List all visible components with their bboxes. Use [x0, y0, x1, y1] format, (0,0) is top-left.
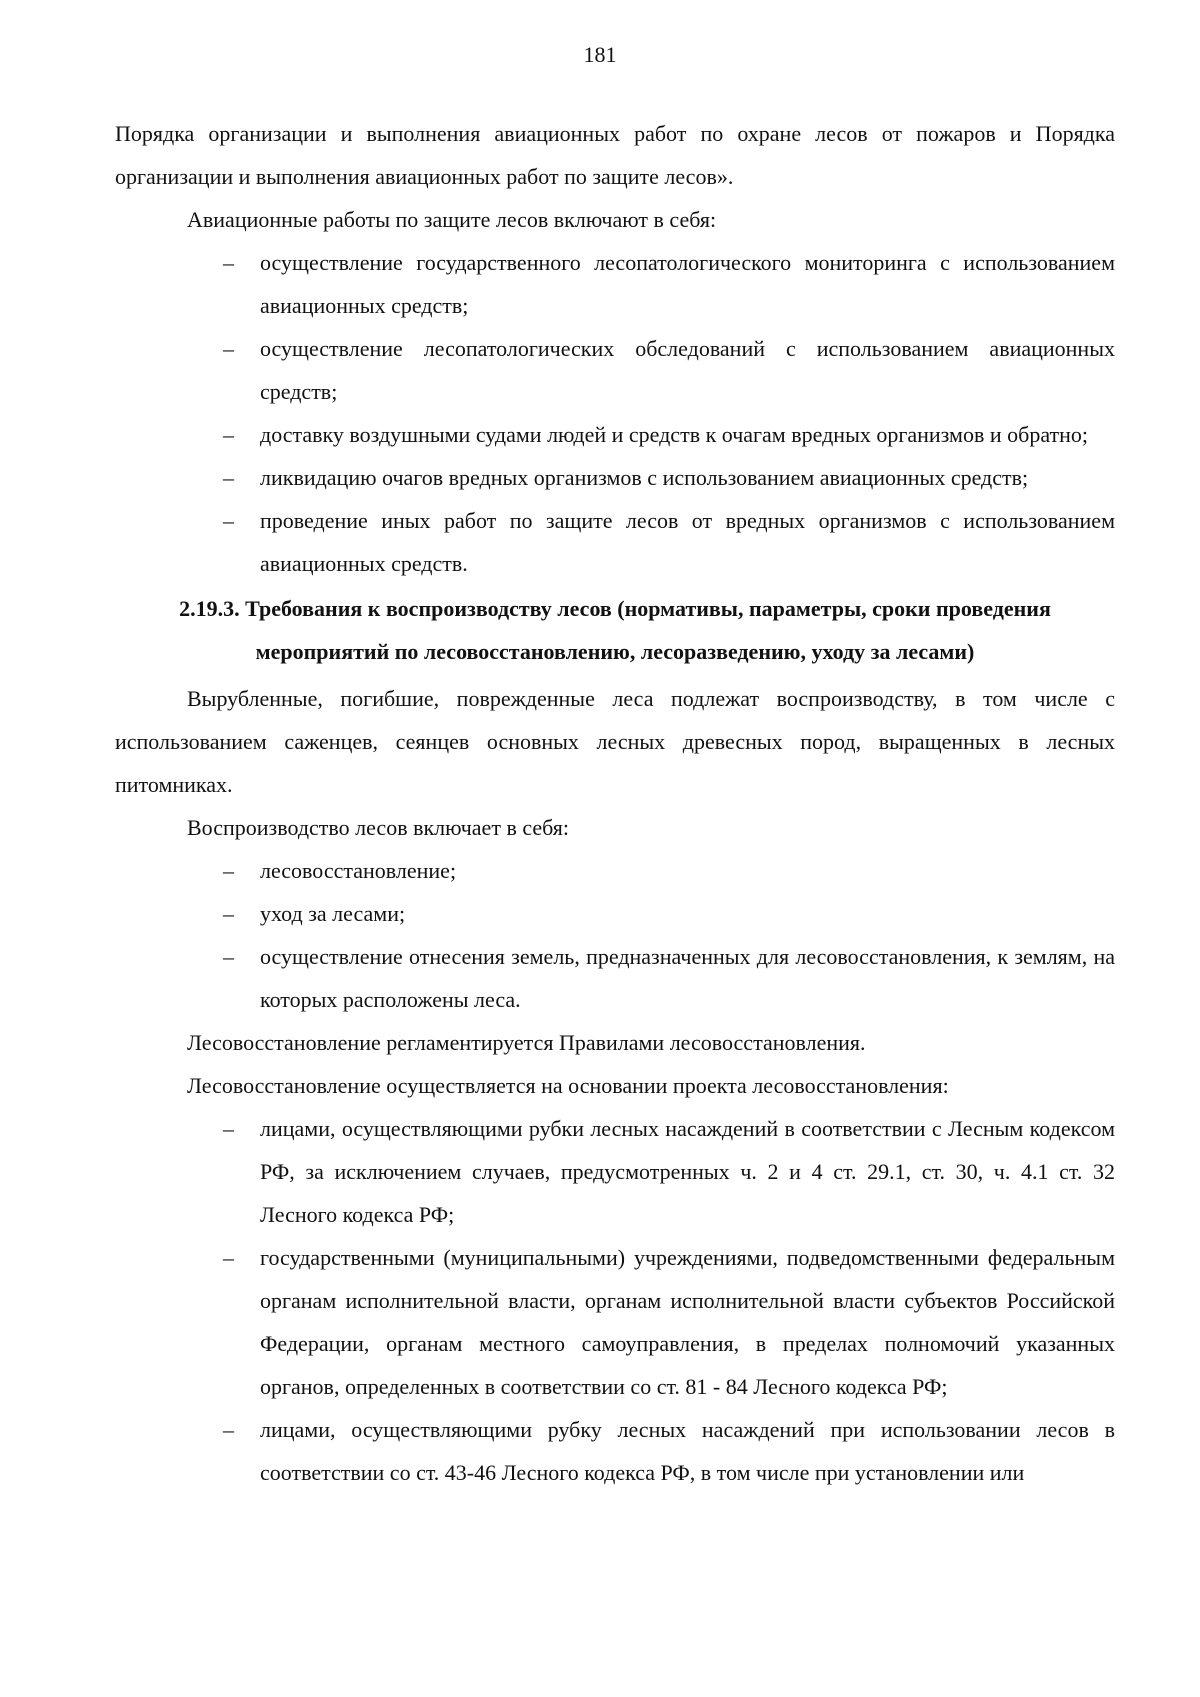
list-item [115, 413, 1115, 456]
dash-bullet: – [223, 858, 234, 883]
list-item-text: осуществление отнесения земель, предназначенных для лесовосстановления, к землям, на которых расположены леса. [260, 944, 1115, 1012]
dash-bullet: – [223, 901, 234, 926]
paragraph-reproduction-intro: Воспроизводство лесов включает в себя: [187, 815, 570, 840]
list-item-text: лесовосстановление; [260, 858, 457, 883]
list-item-text: лицами, осуществляющими рубки лесных насаждений в соответствии с Лесным кодексом РФ, за исключением случаев, предусмотренных ч. 2 и 4 ст. 29.1, ст. 30, ч. 4.1 ст. 32 Лесного кодекса РФ; [260, 1116, 1115, 1227]
dash-bullet: – [223, 1245, 234, 1270]
list-item-text: доставку воздушными судами людей и средств к очагам вредных организмов и обратно; [260, 422, 1089, 447]
list-item-text: лицами, осуществляющими рубку лесных насаждений при использовании лесов в соответствии со ст. 43-46 Лесного кодекса РФ, в том числе при установлении или [260, 1417, 1115, 1485]
list-item [115, 1408, 1115, 1494]
dash-bullet: – [223, 1417, 234, 1442]
list-item-text: осуществление государственного лесопатологического мониторинга с использованием авиационных средств; [260, 250, 1115, 318]
paragraph-basis: Лесовосстановление осуществляется на основании проекта лесовосстановления: [187, 1073, 949, 1098]
dash-bullet: – [223, 944, 234, 969]
document-body [115, 112, 1115, 1494]
list-item [115, 499, 1115, 585]
paragraph-regulation: Лесовосстановление регламентируется Правилами лесовосстановления. [187, 1030, 866, 1055]
reforestation-basis-list [115, 1107, 1115, 1494]
paragraph-reproduction: Вырубленные, погибшие, поврежденные леса подлежат воспроизводству, в том числе с использованием саженцев, сеянцев основных лесных древесных пород, выращенных в лесных питомниках. [115, 686, 1115, 797]
page-number: 181 [583, 42, 617, 67]
list-item-text: государственными (муниципальными) учреждениями, подведомственными федеральным органам исполнительной власти, органам исполнительной власти субъектов Российской Федерации, органам местного самоуправления, в пределах полномочий указанных органов, определенных в соответствии со ст. 81 - 84 Лесного кодекса РФ; [260, 1245, 1115, 1399]
dash-bullet: – [223, 250, 234, 275]
list-item-text: ликвидацию очагов вредных организмов с использованием авиационных средств; [260, 465, 1029, 490]
list-item [115, 327, 1115, 413]
section-heading: 2.19.3. Требования к воспроизводству лесов (нормативы, параметры, сроки проведения мероприятий по лесовосстановлению, лесоразведению, уходу за лесами) [179, 596, 1051, 664]
paragraph-aviation-intro: Авиационные работы по защите лесов включают в себя: [187, 207, 717, 232]
list-item-text: уход за лесами; [260, 901, 406, 926]
dash-bullet: – [223, 508, 234, 533]
dash-bullet: – [223, 1116, 234, 1141]
list-item-text: проведение иных работ по защите лесов от вредных организмов с использованием авиационных средств. [260, 508, 1115, 576]
list-item [115, 1236, 1115, 1408]
dash-bullet: – [223, 336, 234, 361]
list-item [115, 241, 1115, 327]
paragraph-continuation: Порядка организации и выполнения авиационных работ по охране лесов от пожаров и Порядка организации и выполнения авиационных работ по защите лесов». [115, 121, 1115, 189]
list-item [115, 1107, 1115, 1236]
aviation-works-list [115, 241, 1115, 585]
list-item [115, 935, 1115, 1021]
list-item [115, 849, 1115, 892]
dash-bullet: – [223, 465, 234, 490]
list-item-text: осуществление лесопатологических обследований с использованием авиационных средств; [260, 336, 1115, 404]
reproduction-list [115, 849, 1115, 1021]
list-item [115, 892, 1115, 935]
list-item [115, 456, 1115, 499]
dash-bullet: – [223, 422, 234, 447]
